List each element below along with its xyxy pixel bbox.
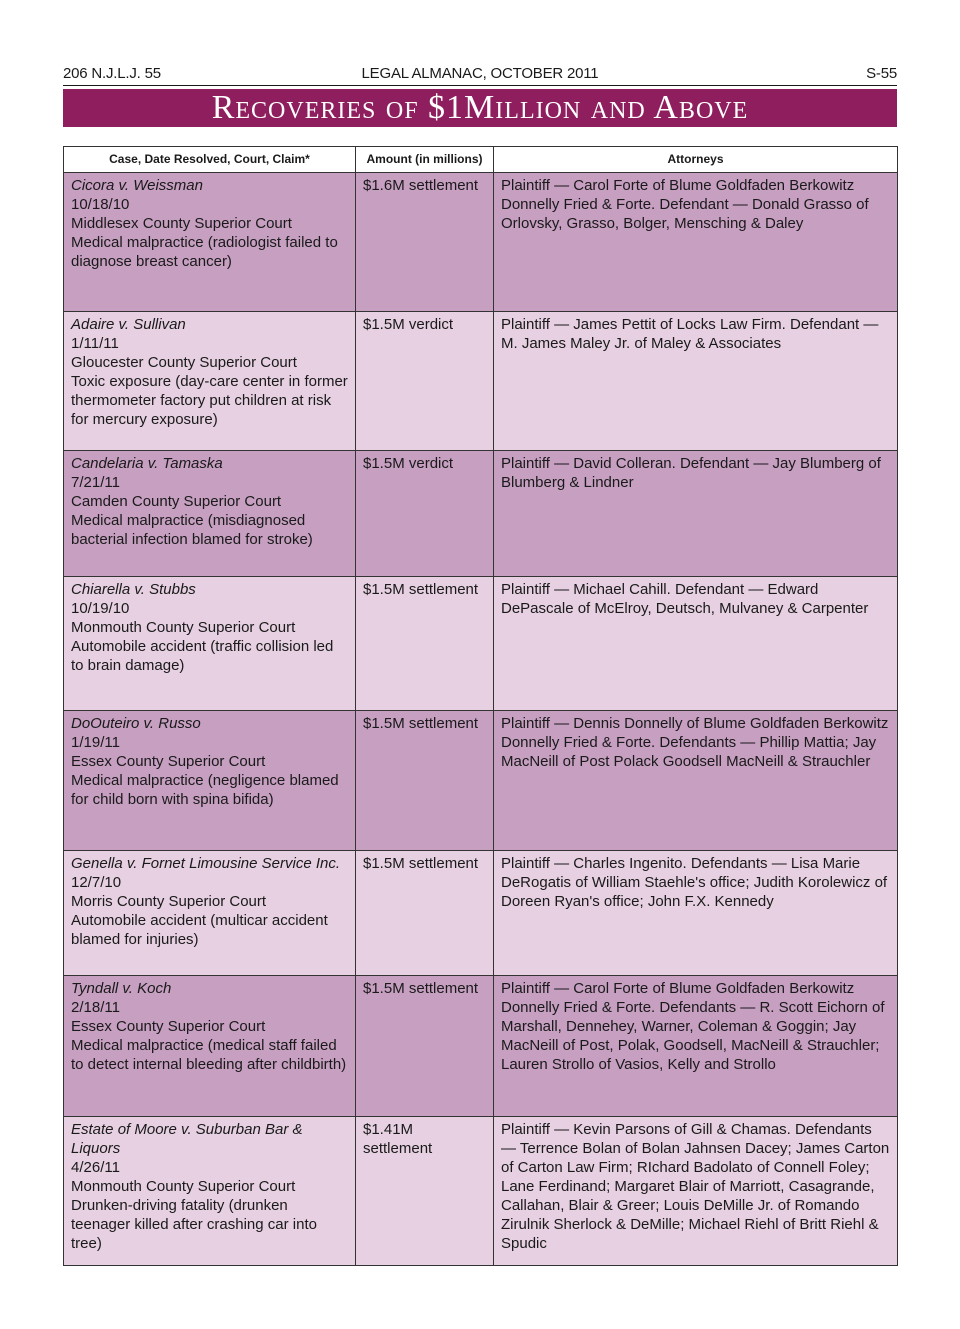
column-header-case: Case, Date Resolved, Court, Claim*: [64, 147, 356, 173]
case-name: Tyndall v. Koch: [71, 980, 172, 997]
claim: Medical malpractice (medical staff failed to detect internal bleeding after childbirth): [71, 1037, 347, 1073]
court: Essex County Superior Court: [71, 1018, 266, 1035]
case-cell: [64, 312, 356, 451]
column-header-amount: Amount (in millions): [356, 147, 494, 173]
amount-cell: $1.5M settlement: [356, 851, 494, 976]
table-row: [64, 1117, 898, 1266]
case-name: DoOuteiro v. Russo: [71, 715, 201, 732]
court: Camden County Superior Court: [71, 493, 282, 510]
case-cell: [64, 173, 356, 312]
date-resolved: 4/26/11: [71, 1159, 120, 1176]
header-page-number: S-55: [866, 65, 897, 82]
case-cell: [64, 851, 356, 976]
table-row: [64, 851, 898, 976]
claim: Automobile accident (traffic collision led to brain damage): [71, 638, 334, 674]
amount-cell: $1.5M settlement: [356, 711, 494, 851]
table-row: [64, 312, 898, 451]
court: Monmouth County Superior Court: [71, 619, 296, 636]
case-name: Candelaria v. Tamaska: [71, 455, 223, 472]
claim: Medical malpractice (misdiagnosed bacterial infection blamed for stroke): [71, 512, 313, 548]
court: Essex County Superior Court: [71, 753, 266, 770]
header-rule: [63, 85, 897, 86]
court: Gloucester County Superior Court: [71, 354, 297, 371]
attorneys-cell: Plaintiff — Carol Forte of Blume Goldfaden Berkowitz Donnelly Fried & Forte. Defendant — Donald Grasso of Orlovsky, Grasso, Bolger, Mensching & Daley: [494, 173, 898, 312]
attorneys-cell: Plaintiff — Michael Cahill. Defendant — Edward DePascale of McElroy, Deutsch, Mulvaney & Carpenter: [494, 577, 898, 711]
claim: Toxic exposure (day-care center in former thermometer factory put children at risk for mercury exposure): [71, 373, 348, 428]
recoveries-table: [63, 146, 898, 1266]
amount-cell: $1.41M settlement: [356, 1117, 494, 1266]
date-resolved: 1/11/11: [71, 335, 119, 352]
amount-cell: $1.5M settlement: [356, 976, 494, 1117]
claim: Automobile accident (multicar accident blamed for injuries): [71, 912, 328, 948]
table-row: [64, 173, 898, 312]
attorneys-cell: Plaintiff — Charles Ingenito. Defendants — Lisa Marie DeRogatis of William Staehle's office; Judith Korolewicz of Doreen Ryan's office; John F.X. Kennedy: [494, 851, 898, 976]
attorneys-cell: Plaintiff — James Pettit of Locks Law Firm. Defendant — M. James Maley Jr. of Maley & Associates: [494, 312, 898, 451]
claim: Medical malpractice (radiologist failed to diagnose breast cancer): [71, 234, 338, 270]
attorneys-cell: Plaintiff — David Colleran. Defendant — Jay Blumberg of Blumberg & Lindner: [494, 451, 898, 577]
table-header-row: [64, 147, 898, 173]
amount-cell: $1.5M settlement: [356, 577, 494, 711]
claim: Medical malpractice (negligence blamed for child born with spina bifida): [71, 772, 339, 808]
header-citation: 206 N.J.L.J. 55: [63, 65, 161, 82]
date-resolved: 10/19/10: [71, 600, 130, 617]
case-cell: [64, 976, 356, 1117]
amount-cell: $1.6M settlement: [356, 173, 494, 312]
table-row: [64, 451, 898, 577]
amount-cell: $1.5M verdict: [356, 312, 494, 451]
date-resolved: 7/21/11: [71, 474, 120, 491]
date-resolved: 12/7/10: [71, 874, 122, 891]
case-name: Genella v. Fornet Limousine Service Inc.: [71, 855, 341, 872]
court: Morris County Superior Court: [71, 893, 267, 910]
attorneys-cell: Plaintiff — Dennis Donnelly of Blume Goldfaden Berkowitz Donnelly Fried & Forte. Defendants — Phillip Mattia; Jay MacNeill of Post Polack Goodsell MacNeill & Strauchler: [494, 711, 898, 851]
attorneys-cell: Plaintiff — Carol Forte of Blume Goldfaden Berkowitz Donnelly Fried & Forte. Defendants — R. Scott Eichorn of Marshall, Dennehey, Warner, Coleman & Goggin; Jay MacNeill of Post, Polak, Goodsell, MacNeill & Strauchler; Lauren Strollo of Vasios, Kelly and Strollo: [494, 976, 898, 1117]
case-name: Cicora v. Weissman: [71, 177, 203, 194]
case-cell: [64, 577, 356, 711]
case-name: Chiarella v. Stubbs: [71, 581, 196, 598]
case-cell: [64, 1117, 356, 1266]
table-row: [64, 711, 898, 851]
case-cell: [64, 451, 356, 577]
date-resolved: 1/19/11: [71, 734, 120, 751]
court: Middlesex County Superior Court: [71, 215, 292, 232]
table-row: [64, 976, 898, 1117]
attorneys-cell: Plaintiff — Kevin Parsons of Gill & Chamas. Defendants — Terrence Bolan of Bolan Jahnsen Dacey; James Carton of Carton Law Firm; RIchard Badolato of Connell Foley; Lane Ferdinand; Margaret Blair of Marriott, Casagrande, Callahan, Blair & Greer; Louis DeMille Jr. of Romando Zirulnik Sherlock & DeMille; Michael Riehl of Britt Riehl & Spudic: [494, 1117, 898, 1266]
section-banner: Recoveries of $1Million and Above: [63, 89, 897, 127]
claim: Drunken-driving fatality (drunken teenager killed after crashing car into tree): [71, 1197, 317, 1252]
date-resolved: 2/18/11: [71, 999, 120, 1016]
running-header: [63, 63, 897, 85]
court: Monmouth County Superior Court: [71, 1178, 296, 1195]
table-row: [64, 577, 898, 711]
date-resolved: 10/18/10: [71, 196, 130, 213]
header-publication: LEGAL ALMANAC, OCTOBER 2011: [361, 65, 599, 82]
case-name: Estate of Moore v. Suburban Bar & Liquors: [71, 1121, 303, 1157]
case-name: Adaire v. Sullivan: [71, 316, 186, 333]
column-header-attorneys: Attorneys: [494, 147, 898, 173]
amount-cell: $1.5M verdict: [356, 451, 494, 577]
case-cell: [64, 711, 356, 851]
